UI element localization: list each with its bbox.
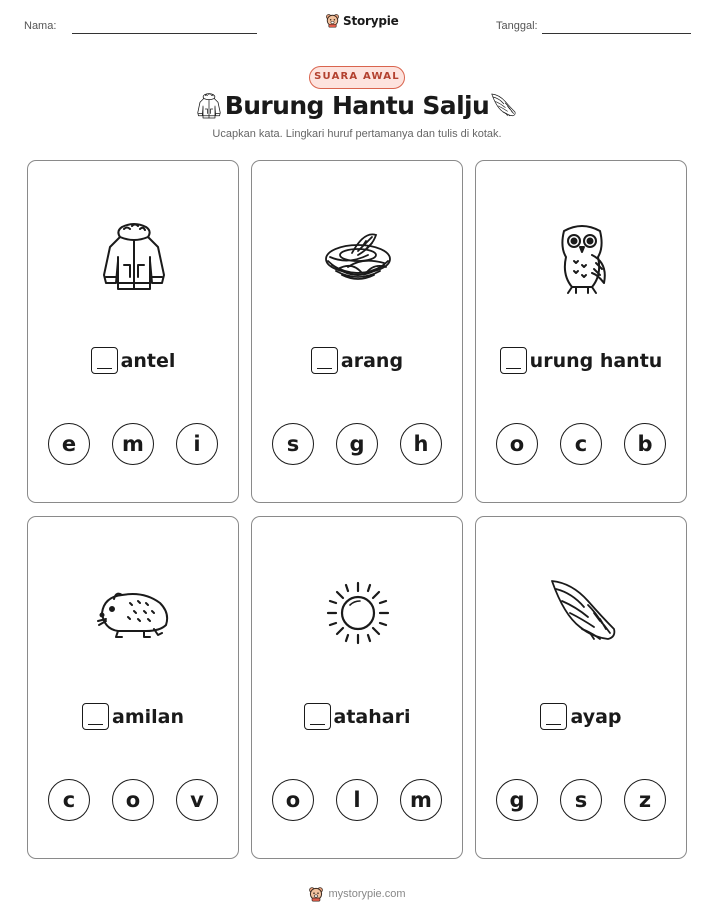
brand-name: Storypie: [343, 13, 399, 28]
word-row: [28, 347, 238, 374]
letter-options: [272, 779, 442, 821]
word-row: [28, 703, 238, 730]
letter-option[interactable]: m: [400, 779, 442, 821]
footer-url[interactable]: mystorypie.com: [328, 888, 406, 900]
word-card: [251, 160, 463, 503]
letter-option[interactable]: c: [48, 779, 90, 821]
sun-icon: [318, 573, 398, 653]
word-row: [476, 347, 686, 374]
answer-box[interactable]: [304, 703, 331, 730]
letter-options: [496, 423, 666, 465]
word-ending: arang: [340, 349, 404, 372]
mascot-icon: [325, 13, 340, 28]
word-ending: antel: [120, 349, 176, 372]
word-card: [27, 516, 239, 859]
word-ending: ayap: [570, 705, 622, 728]
letter-option[interactable]: z: [624, 779, 666, 821]
letter-option[interactable]: i: [176, 423, 218, 465]
word-ending: atahari: [333, 705, 411, 728]
answer-box[interactable]: [540, 703, 567, 730]
word-card: [251, 516, 463, 859]
answer-box[interactable]: [311, 347, 338, 374]
page-title: Burung Hantu Salju: [224, 91, 490, 120]
word-ending: amilan: [112, 705, 184, 728]
word-row: [252, 347, 462, 374]
date-label: Tanggal:: [496, 20, 538, 32]
letter-option[interactable]: v: [176, 779, 218, 821]
letter-option[interactable]: s: [560, 779, 602, 821]
word-row: [252, 703, 462, 730]
letter-option[interactable]: m: [112, 423, 154, 465]
letter-option[interactable]: e: [48, 423, 90, 465]
letter-options: [48, 779, 218, 821]
title-row: [0, 91, 714, 125]
word-card: [475, 160, 687, 503]
letter-option[interactable]: b: [624, 423, 666, 465]
letter-options: [48, 423, 218, 465]
letter-option[interactable]: h: [400, 423, 442, 465]
date-line[interactable]: [542, 33, 691, 34]
letter-option[interactable]: o: [112, 779, 154, 821]
wing-icon: [488, 91, 518, 121]
name-line[interactable]: [72, 33, 257, 34]
answer-box[interactable]: [82, 703, 109, 730]
owl-icon: [542, 217, 622, 297]
mascot-icon: [308, 886, 324, 902]
footer: [0, 886, 714, 902]
letter-option[interactable]: c: [560, 423, 602, 465]
word-card: [475, 516, 687, 859]
letter-option[interactable]: l: [336, 779, 378, 821]
letter-option[interactable]: s: [272, 423, 314, 465]
jacket-icon: [94, 217, 174, 297]
letter-option[interactable]: g: [336, 423, 378, 465]
worksheet-header: [0, 0, 714, 50]
letter-options: [272, 423, 442, 465]
hamster-icon: [94, 573, 174, 653]
name-label: Nama:: [24, 20, 57, 32]
answer-box[interactable]: [91, 347, 118, 374]
word-ending: urung hantu: [529, 349, 663, 372]
letter-options: [496, 779, 666, 821]
wing-icon: [542, 573, 622, 653]
letter-option[interactable]: g: [496, 779, 538, 821]
word-row: [476, 703, 686, 730]
nest-icon: [318, 217, 398, 297]
letter-option[interactable]: o: [272, 779, 314, 821]
letter-option[interactable]: o: [496, 423, 538, 465]
category-badge: SUARA AWAL: [309, 66, 405, 89]
word-card: [27, 160, 239, 503]
answer-box[interactable]: [500, 347, 527, 374]
instructions: Ucapkan kata. Lingkari huruf pertamanya dan tulis di kotak.: [212, 128, 502, 140]
brand-logo: [325, 13, 399, 28]
